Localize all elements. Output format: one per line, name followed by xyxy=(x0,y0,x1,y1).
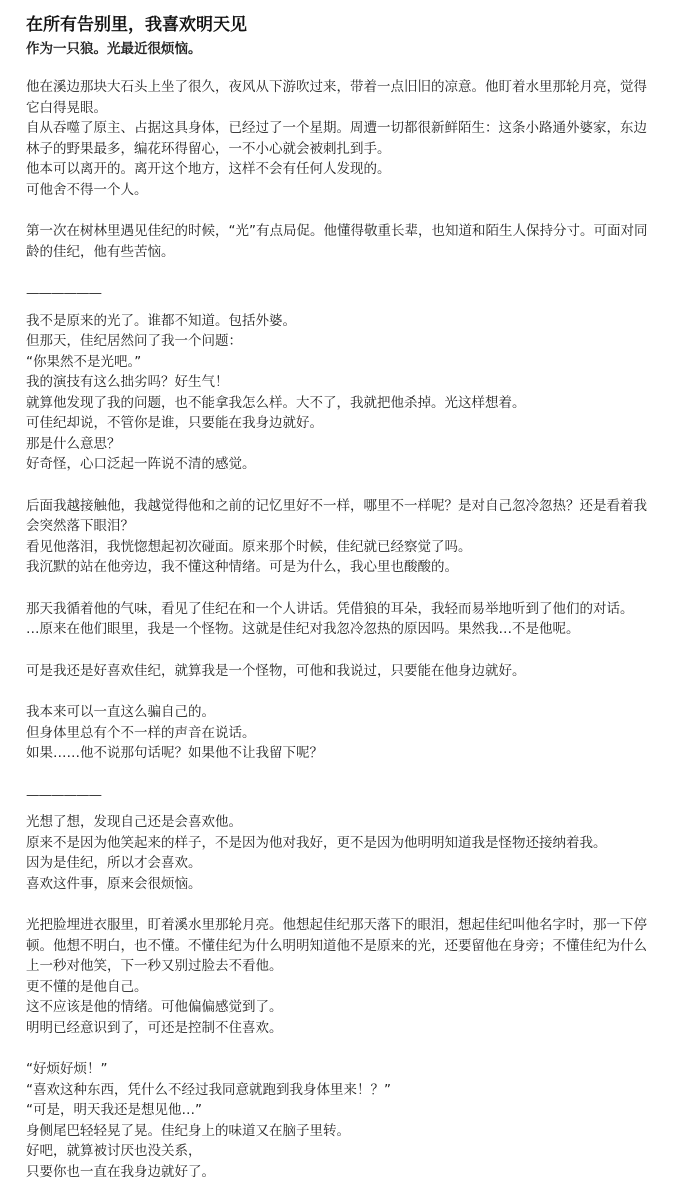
section-two xyxy=(26,311,657,764)
paragraph-line: 可是我还是好喜欢佳纪，就算我是一个怪物，可他和我说过，只要能在他身边就好。 xyxy=(26,662,526,679)
article-title: 在所有告别里，我喜欢明天见 xyxy=(26,15,247,35)
paragraph-line: 自从吞噬了原主、占据这具身体，已经过了一个星期。周遭一切都很新鲜陌生：这条小路通外婆家，东边林子的野果最多，编花环得留心，一不小心就会被刺扎到手。 xyxy=(26,120,647,157)
paragraph xyxy=(26,915,657,1038)
paragraph-line: 他在溪边那块大石头上坐了很久，夜风从下游吹过来，带着一点旧旧的凉意。他盯着水里那轮月亮，觉得它白得晃眼。 xyxy=(26,79,647,116)
paragraph xyxy=(26,311,657,475)
article-subtitle: 作为一只狼。光最近很烦恼。 xyxy=(26,41,202,57)
paragraph-line: 好奇怪，心口泛起一阵说不清的感觉。 xyxy=(26,456,256,472)
paragraph-line: 可佳纪却说，不管你是谁，只要能在我身边就好。 xyxy=(26,415,323,431)
paragraph xyxy=(26,221,657,262)
paragraph-line: 如果……他不说那句话呢？如果他不让我留下呢？ xyxy=(26,745,323,761)
paragraph-line: 他本可以离开的。离开这个地方，这样不会有任何人发现的。 xyxy=(26,161,391,177)
paragraph-line: 原来不是因为他笑起来的样子，不是因为他对我好，更不是因为他明明知道我是怪物还接纳着我。 xyxy=(26,834,607,851)
paragraph xyxy=(26,661,657,682)
paragraph-line: 那天我循着他的气味，看见了佳纪在和一个人讲话。凭借狼的耳朵，我轻而易举地听到了他们的对话。 xyxy=(26,600,634,617)
paragraph-line: “你果然不是光吧。” xyxy=(26,353,142,370)
paragraph-line: 明明已经意识到了，可还是控制不住喜欢。 xyxy=(26,1019,283,1036)
paragraph-line: “好烦好烦！” xyxy=(26,1061,108,1077)
paragraph-line: 光想了想，发现自己还是会喜欢他。 xyxy=(26,814,242,830)
paragraph-line: 身侧尾巴轻轻晃了晃。佳纪身上的味道又在脑子里转。 xyxy=(26,1122,350,1139)
paragraph xyxy=(26,77,657,200)
paragraph-line: 可他舍不得一个人。 xyxy=(26,181,148,198)
paragraph-line: 我不是原来的光了。谁都不知道。包括外婆。 xyxy=(26,312,296,329)
paragraph-line: “可是，明天我还是想见他…” xyxy=(26,1102,202,1118)
paragraph-line: 我沉默的站在他旁边，我不懂这种情绪。可是为什么，我心里也酸酸的。 xyxy=(26,559,458,575)
paragraph-line: 喜欢这件事，原来会很烦恼。 xyxy=(26,875,202,892)
paragraph-line: 好吧，就算被讨厌也没关系， xyxy=(26,1143,202,1159)
paragraph xyxy=(26,812,657,894)
section-one xyxy=(26,77,657,262)
paragraph-line: 看见他落泪，我恍惚想起初次碰面。原来那个时候，佳纪就已经察觉了吗。 xyxy=(26,538,472,555)
paragraph-line: 但身体里总有个不一样的声音在说话。 xyxy=(26,724,256,741)
paragraph-line: …原来在他们眼里，我是一个怪物。这就是佳纪对我忽冷忽热的原因吗。果然我…不是他呢。 xyxy=(26,621,580,637)
section-three xyxy=(26,812,657,1182)
paragraph-line: 我本来可以一直这么骗自己的。 xyxy=(26,704,215,720)
paragraph-line: 后面我越接触他，我越觉得他和之前的记忆里好不一样，哪里不一样呢？是对自己忽冷忽热？还是看着我会突然落下眼泪？ xyxy=(26,497,647,534)
paragraph xyxy=(26,1059,657,1182)
section-divider: —————— xyxy=(26,285,101,301)
paragraph-line: 就算他发现了我的问题，也不能拿我怎么样。大不了，我就把他杀掉。光这样想着。 xyxy=(26,394,526,411)
paragraph-line: 光把脸埋进衣服里，盯着溪水里那轮月亮。他想起佳纪那天落下的眼泪，想起佳纪叫他名字时，那一下停顿。他想不明白，也不懂。不懂佳纪为什么明明知道他不是原来的光，还要留他在身旁；不懂佳纪为什么上一秒对他笑，下一秒又别过脸去不看他。 xyxy=(26,917,647,974)
paragraph-line: 但那天，佳纪居然问了我一个问题： xyxy=(26,333,242,349)
paragraph xyxy=(26,496,657,578)
paragraph-line: 那是什么意思？ xyxy=(26,435,121,452)
paragraph-line: 因为是佳纪，所以才会喜欢。 xyxy=(26,855,202,871)
paragraph-line: 这不应该是他的情绪。可他偏偏感觉到了。 xyxy=(26,999,283,1015)
paragraph-line: “喜欢这种东西，凭什么不经过我同意就跑到我身体里来！？” xyxy=(26,1081,391,1098)
section-divider: —————— xyxy=(26,786,101,803)
paragraph-line: 第一次在树林里遇见佳纪的时候，“光”有点局促。他懂得敬重长辈，也知道和陌生人保持分寸。可面对同龄的佳纪，他有些苦恼。 xyxy=(26,223,648,260)
paragraph-line: 只要你也一直在我身边就好了。 xyxy=(26,1163,215,1180)
paragraph xyxy=(26,702,657,764)
paragraph-line: 更不懂的是他自己。 xyxy=(26,978,148,995)
paragraph xyxy=(26,599,657,640)
paragraph-line: 我的演技有这么拙劣吗？好生气！ xyxy=(26,374,229,390)
